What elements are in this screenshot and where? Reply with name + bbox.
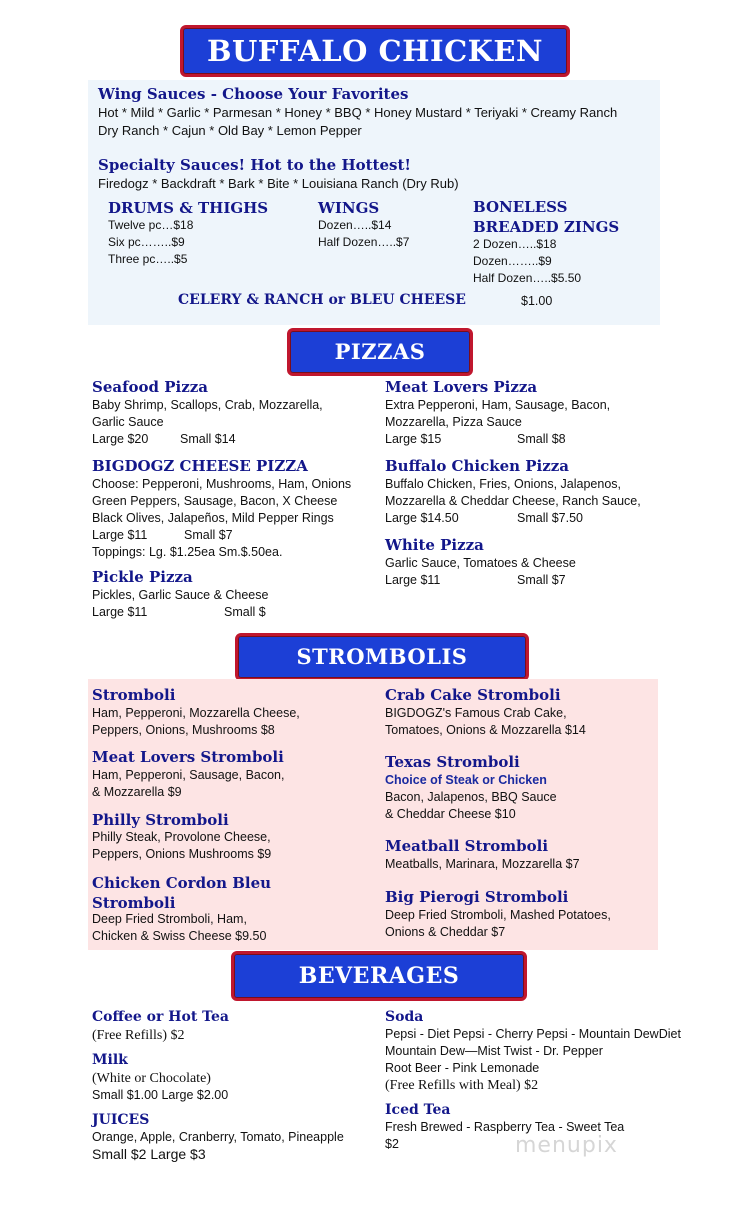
- meat-lovers-stromboli-details: [92, 767, 284, 801]
- iced-tea-price: $2: [385, 1137, 399, 1151]
- small-price: Small $7.50: [517, 511, 584, 525]
- white-pizza-name: White Pizza: [385, 536, 484, 554]
- boneless-price-line: Dozen……..$9: [473, 254, 552, 268]
- pickle-pizza-desc: Pickles, Garlic Sauce & Cheese: [92, 588, 269, 602]
- boneless-prices: [473, 236, 581, 287]
- stromboli-name: Stromboli: [92, 686, 176, 704]
- meat-lovers-desc: Extra Pepperoni, Ham, Sausage, Bacon,: [385, 398, 611, 412]
- crab-cake-desc: Tomatoes, Onions & Mozzarella $14: [385, 723, 586, 737]
- stromboli-desc: Ham, Pepperoni, Mozzarella Cheese,: [92, 706, 300, 720]
- boneless-price-line: 2 Dozen…..$18: [473, 237, 557, 251]
- pierogi-desc: Deep Fried Stromboli, Mashed Potatoes,: [385, 908, 611, 922]
- crab-cake-stromboli-details: [385, 705, 586, 739]
- buffalo-chicken-pizza-details: [385, 476, 641, 527]
- meat-lovers-stromboli-desc: & Mozzarella $9: [92, 785, 182, 799]
- meat-lovers-desc: Mozzarella, Pizza Sauce: [385, 415, 522, 429]
- stromboli-desc: Peppers, Onions, Mushrooms $8: [92, 723, 275, 737]
- specialty-sauces-list: Firedogz * Backdraft * Bark * Bite * Louisiana Ranch (Dry Rub): [98, 176, 459, 191]
- wings-price-line: Dozen…..$14: [318, 218, 392, 232]
- juices-details: [92, 1129, 344, 1163]
- white-pizza-prices: [385, 572, 576, 589]
- bigdogz-desc: Choose: Pepperoni, Mushrooms, Ham, Onions: [92, 477, 352, 491]
- drums-price-line: Three pc…..$5: [108, 252, 188, 266]
- section-banner-buffalo-chicken: BUFFALO CHICKEN: [180, 25, 570, 77]
- drums-price-line: Six pc……..$9: [108, 235, 185, 249]
- buffalo-pizza-desc: Mozzarella & Cheddar Cheese, Ranch Sauce,: [385, 494, 641, 508]
- milk-desc: (White or Chocolate): [92, 1071, 211, 1086]
- meat-lovers-stromboli-desc: Ham, Pepperoni, Sausage, Bacon,: [92, 768, 285, 782]
- bigdogz-cheese-pizza-details: [92, 476, 351, 561]
- iced-tea-name: Iced Tea: [385, 1102, 451, 1118]
- menupix-watermark: menupix: [515, 1133, 618, 1158]
- bigdogz-desc: Black Olives, Jalapeños, Mild Pepper Rings: [92, 511, 334, 525]
- juices-prices: Small $2 Large $3: [92, 1146, 206, 1162]
- meat-lovers-pizza-name: Meat Lovers Pizza: [385, 378, 538, 396]
- texas-desc: Bacon, Jalapenos, BBQ Sauce: [385, 790, 557, 804]
- wing-sauces-heading: Wing Sauces - Choose Your Favorites: [98, 85, 409, 103]
- big-pierogi-stromboli-name: Big Pierogi Stromboli: [385, 888, 569, 906]
- cordon-name-line-2: Stromboli: [92, 894, 176, 912]
- boneless-heading-line-2: BREADED ZINGS: [473, 218, 620, 236]
- milk-details: [92, 1070, 228, 1104]
- coffee-hot-tea-details: [92, 1027, 185, 1044]
- drums-thighs-heading: DRUMS & THIGHS: [108, 199, 269, 217]
- juices-desc: Orange, Apple, Cranberry, Tomato, Pineapple: [92, 1130, 344, 1144]
- wings-heading: WINGS: [318, 199, 380, 217]
- soda-refills: (Free Refills with Meal) $2: [385, 1078, 539, 1093]
- soda-desc: Pepsi - Diet Pepsi - Cherry Pepsi - Mountain DewDiet: [385, 1027, 681, 1041]
- drums-thighs-prices: [108, 217, 193, 268]
- section-banner-pizzas: PIZZAS: [287, 328, 473, 376]
- large-price: Large $11: [385, 573, 441, 587]
- bigdogz-cheese-pizza-name: BIGDOGZ CHEESE PIZZA: [92, 457, 308, 475]
- section-banner-strombolis: STROMBOLIS: [235, 633, 529, 681]
- juices-name: JUICES: [92, 1112, 150, 1128]
- boneless-heading: [473, 197, 619, 237]
- meat-lovers-pizza-details: [385, 397, 610, 448]
- cordon-desc: Deep Fried Stromboli, Ham,: [92, 912, 247, 926]
- pickle-pizza-prices: [92, 604, 268, 621]
- texas-desc: & Cheddar Cheese $10: [385, 807, 516, 821]
- large-price: Large $11: [92, 605, 148, 619]
- buffalo-pizza-prices: [385, 510, 641, 527]
- small-price: Small $: [224, 605, 266, 619]
- pickle-pizza-details: [92, 587, 268, 621]
- coffee-desc: (Free Refills) $2: [92, 1028, 185, 1043]
- wings-price-line: Half Dozen…..$7: [318, 235, 410, 249]
- soda-desc: Root Beer - Pink Lemonade: [385, 1061, 540, 1075]
- pierogi-desc: Onions & Cheddar $7: [385, 925, 506, 939]
- meatball-stromboli-name: Meatball Stromboli: [385, 837, 549, 855]
- soda-desc: Mountain Dew—Mist Twist - Dr. Pepper: [385, 1044, 603, 1058]
- large-price: Large $11: [92, 528, 148, 542]
- stromboli-details: [92, 705, 300, 739]
- wing-sauces-line-1: Hot * Mild * Garlic * Parmesan * Honey * BBQ * Honey Mustard * Teriyaki * Creamy Ranch: [98, 105, 618, 120]
- celery-ranch-price: $1.00: [521, 294, 553, 308]
- section-banner-beverages: BEVERAGES: [231, 951, 527, 1001]
- coffee-hot-tea-name: Coffee or Hot Tea: [92, 1009, 229, 1025]
- meatball-stromboli-details: [385, 856, 580, 873]
- seafood-pizza-prices: [92, 431, 323, 448]
- small-price: Small $8: [517, 432, 566, 446]
- drums-price-line: Twelve pc…$18: [108, 218, 194, 232]
- seafood-pizza-details: [92, 397, 323, 448]
- small-price: Small $7: [184, 528, 233, 542]
- meat-lovers-stromboli-name: Meat Lovers Stromboli: [92, 748, 284, 766]
- boneless-heading-line-1: BONELESS: [473, 198, 568, 216]
- seafood-pizza-name: Seafood Pizza: [92, 378, 209, 396]
- seafood-pizza-desc: Baby Shrimp, Scallops, Crab, Mozzarella,: [92, 398, 323, 412]
- celery-ranch-label: CELERY & RANCH or BLEU CHEESE: [178, 292, 466, 308]
- iced-tea-desc: Fresh Brewed - Raspberry Tea - Sweet Tea: [385, 1120, 625, 1134]
- pickle-pizza-name: Pickle Pizza: [92, 568, 193, 586]
- bigdogz-toppings: Toppings: Lg. $1.25ea Sm.$.50ea.: [92, 545, 283, 559]
- small-price: Small $14: [180, 432, 236, 446]
- boneless-price-line: Half Dozen…..$5.50: [473, 271, 582, 285]
- milk-name: Milk: [92, 1052, 128, 1068]
- meat-lovers-prices: [385, 431, 610, 448]
- philly-stromboli-desc: Peppers, Onions Mushrooms $9: [92, 847, 272, 861]
- specialty-sauces-heading: Specialty Sauces! Hot to the Hottest!: [98, 156, 411, 174]
- large-price: Large $14.50: [385, 511, 459, 525]
- white-pizza-desc: Garlic Sauce, Tomatoes & Cheese: [385, 556, 576, 570]
- buffalo-pizza-desc: Buffalo Chicken, Fries, Onions, Jalapenos,: [385, 477, 622, 491]
- texas-choice: Choice of Steak or Chicken: [385, 773, 547, 787]
- wing-sauces-line-2: Dry Ranch * Cajun * Old Bay * Lemon Pepper: [98, 123, 362, 138]
- cordon-name-line-1: Chicken Cordon Bleu: [92, 874, 272, 892]
- large-price: Large $20: [92, 432, 149, 446]
- milk-prices: Small $1.00 Large $2.00: [92, 1088, 229, 1102]
- bigdogz-desc: Green Peppers, Sausage, Bacon, X Cheese: [92, 494, 338, 508]
- crab-cake-desc: BIGDOGZ's Famous Crab Cake,: [385, 706, 567, 720]
- texas-stromboli-name: Texas Stromboli: [385, 753, 520, 771]
- texas-stromboli-details: [385, 772, 557, 823]
- cordon-desc: Chicken & Swiss Cheese $9.50: [92, 929, 267, 943]
- big-pierogi-stromboli-details: [385, 907, 611, 941]
- philly-stromboli-details: [92, 829, 271, 863]
- soda-name: Soda: [385, 1009, 424, 1025]
- chicken-cordon-bleu-stromboli-name: [92, 873, 271, 913]
- crab-cake-stromboli-name: Crab Cake Stromboli: [385, 686, 561, 704]
- meatball-desc: Meatballs, Marinara, Mozzarella $7: [385, 857, 580, 871]
- white-pizza-details: [385, 555, 576, 589]
- philly-stromboli-desc: Philly Steak, Provolone Cheese,: [92, 830, 271, 844]
- chicken-cordon-bleu-details: [92, 911, 266, 945]
- seafood-pizza-desc: Garlic Sauce: [92, 415, 164, 429]
- wing-sauces-list: [98, 104, 617, 139]
- large-price: Large $15: [385, 432, 442, 446]
- small-price: Small $7: [517, 573, 566, 587]
- soda-details: [385, 1026, 681, 1094]
- buffalo-chicken-pizza-name: Buffalo Chicken Pizza: [385, 457, 570, 475]
- bigdogz-prices: [92, 527, 351, 544]
- philly-stromboli-name: Philly Stromboli: [92, 811, 229, 829]
- wings-prices: [318, 217, 409, 251]
